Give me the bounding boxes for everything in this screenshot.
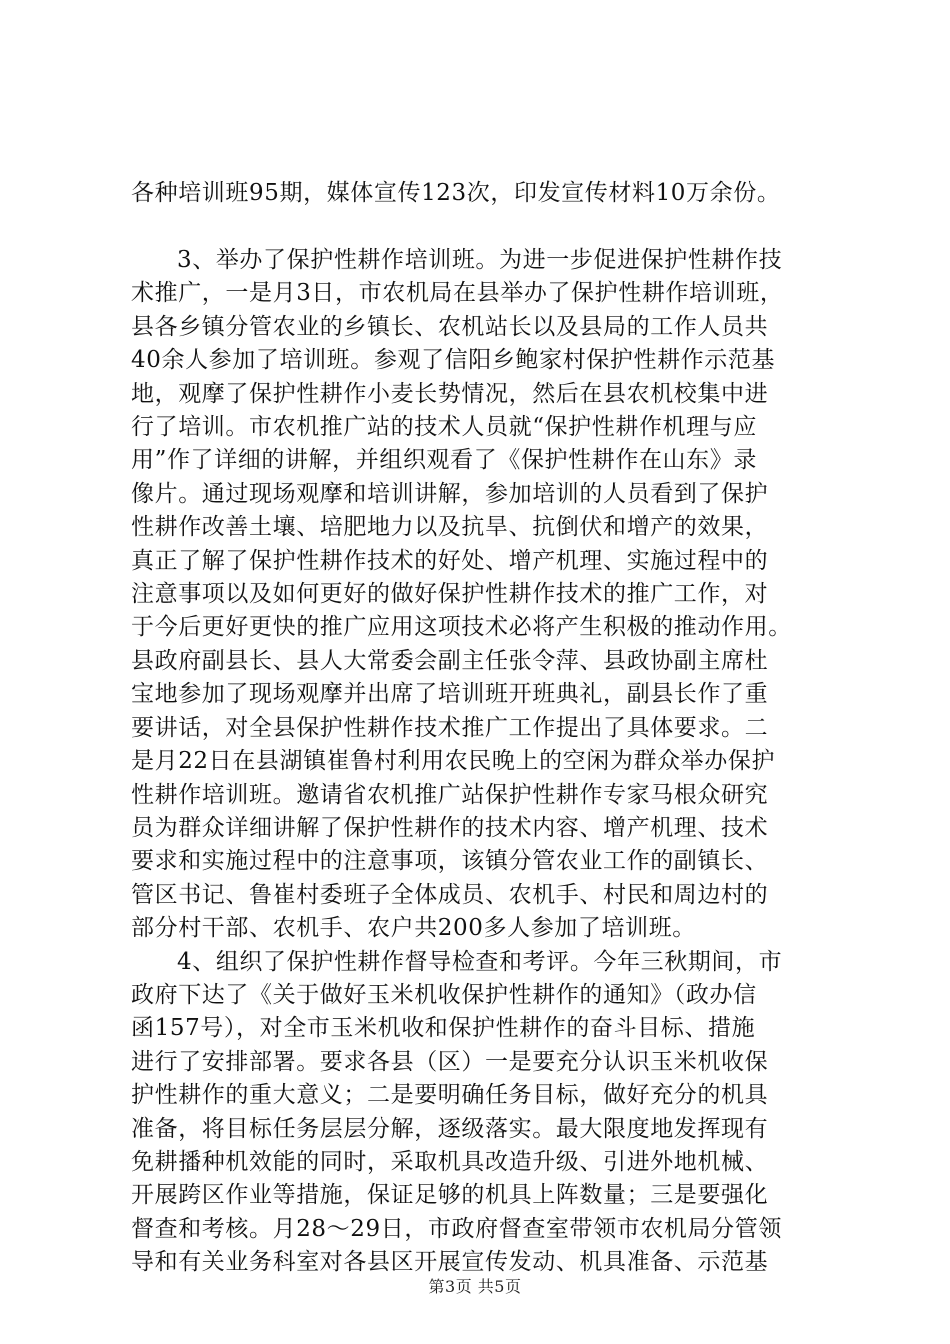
text-line: 4、组织了保护性耕作督导检查和考评。今年三秋期间，市 — [177, 948, 783, 975]
text-line: 要求和实施过程中的注意事项，该镇分管农业工作的副镇长、 — [131, 848, 769, 875]
page-footer: 第3页 共5页 — [428, 1277, 522, 1296]
text-line: 函157号），对全市玉米机收和保护性耕作的奋斗目标、措施 — [131, 1015, 756, 1042]
text-line: 性耕作培训班。邀请省农机推广站保护性耕作专家马根众研究 — [131, 781, 769, 808]
text-line: 是月22日在县湖镇崔鲁村利用农民晚上的空闲为群众举办保护 — [131, 748, 776, 775]
paragraph-continuation — [131, 177, 831, 210]
text-line: 要讲话，对全县保护性耕作技术推广工作提出了具体要求。二 — [131, 714, 769, 741]
text-line: 进行了安排部署。要求各县（区）一是要充分认识玉米机收保 — [131, 1048, 769, 1075]
text-line: 导和有关业务科室对各县区开展宣传发动、机具准备、示范基 — [131, 1249, 769, 1276]
text-line: 40余人参加了培训班。参观了信阳乡鲍家村保护性耕作示范基 — [131, 347, 776, 374]
text-line: 于今后更好更快的推广应用这项技术必将产生积极的推动作用。 — [131, 614, 792, 641]
text-line: 管区书记、鲁崔村委班子全体成员、农机手、村民和周边村的 — [131, 881, 769, 908]
text-line: 准备，将目标任务层层分解，逐级落实。最大限度地发挥现有 — [131, 1115, 769, 1142]
text-line: 护性耕作的重大意义；二是要明确任务目标，做好充分的机具 — [131, 1082, 769, 1109]
text-line: 政府下达了《关于做好玉米机收保护性耕作的通知》（政办信 — [131, 981, 757, 1008]
text-line: 员为群众详细讲解了保护性耕作的技术内容、增产机理、技术 — [131, 814, 769, 841]
text-line: 督查和考核。月28～29日，市政府督查室带领市农机局分管领 — [131, 1215, 782, 1242]
text-line: 行了培训。市农机推广站的技术人员就“保护性耕作机理与应 — [131, 414, 757, 441]
paragraph-body — [131, 244, 831, 1280]
text-line: 免耕播种机效能的同时，采取机具改造升级、引进外地机械、 — [131, 1148, 769, 1175]
text-line: 宝地参加了现场观摩并出席了培训班开班典礼，副县长作了重 — [131, 681, 769, 708]
text-line: 地，观摩了保护性耕作小麦长势情况，然后在县农机校集中进 — [131, 380, 769, 407]
text-line: 部分村干部、农机手、农户共200多人参加了培训班。 — [131, 915, 696, 942]
text-line: 开展跨区作业等措施，保证足够的机具上阵数量；三是要强化 — [131, 1182, 769, 1209]
text-line: 像片。通过现场观摩和培训讲解，参加培训的人员看到了保护 — [131, 480, 769, 507]
text-line: 县政府副县长、县人大常委会副主任张令萍、县政协副主席杜 — [131, 647, 769, 674]
text-line: 真正了解了保护性耕作技术的好处、增产机理、实施过程中的 — [131, 547, 769, 574]
text-line: 性耕作改善土壤、培肥地力以及抗旱、抗倒伏和增产的效果， — [131, 514, 769, 541]
text-line: 县各乡镇分管农业的乡镇长、农机站长以及县局的工作人员共 — [131, 313, 769, 340]
text-line: 术推广，一是月3日，市农机局在县举办了保护性耕作培训班， — [131, 280, 784, 307]
text-line: 注意事项以及如何更好的做好保护性耕作技术的推广工作，对 — [131, 581, 769, 608]
text-line: 各种培训班95期，媒体宣传123次，印发宣传材料10万余份。 — [131, 180, 781, 206]
text-line: 3、举办了保护性耕作培训班。为进一步促进保护性耕作技 — [177, 247, 783, 273]
text-line: 用”作了详细的讲解，并组织观看了《保护性耕作在山东》录 — [131, 447, 757, 474]
